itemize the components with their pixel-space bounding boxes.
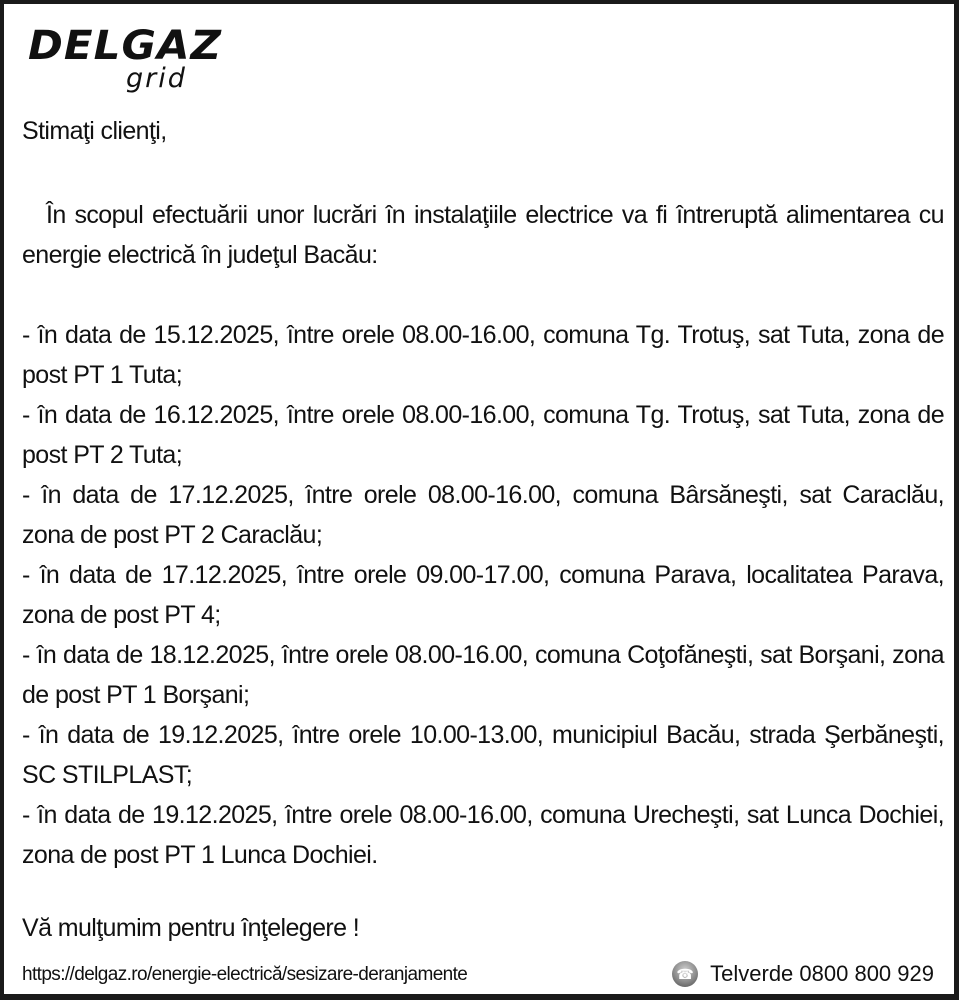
closing-text: Vă mulţumim pentru înţelegere ! — [22, 914, 360, 942]
phone-label: Telverde 0800 800 929 — [710, 961, 934, 986]
outage-item: - în data de 17.12.2025, între orele 09.00-17.00, comuna Parava, localitatea Parava, zona de post PT 4; — [22, 561, 944, 629]
outage-item: - în data de 18.12.2025, între orele 08.00-16.00, comuna Coţofăneşti, sat Borşani, zona de post PT 1 Borşani; — [22, 641, 944, 709]
logo-brand: DELGAZ — [28, 23, 223, 69]
outage-item: - în data de 19.12.2025, între orele 08.00-16.00, comuna Urecheşti, sat Lunca Dochiei, zona de post PT 1 Lunca Dochiei. — [22, 801, 944, 869]
outage-item: - în data de 16.12.2025, între orele 08.00-16.00, comuna Tg. Trotuş, sat Tuta, zona de post PT 2 Tuta; — [22, 401, 944, 469]
telephone-icon: ☎ — [672, 961, 698, 987]
logo-sub: grid — [126, 63, 187, 94]
intro-paragraph: În scopul efectuării unor lucrări în instalaţiile electrice va fi întreruptă alimentarea cu energie electrică în judeţul Bacău: — [22, 201, 944, 269]
outage-item: - în data de 19.12.2025, între orele 10.00-13.00, municipiul Bacău, strada Şerbăneşti, SC STILPLAST; — [22, 721, 944, 789]
footer-url-link[interactable]: https://delgaz.ro/energie-electrică/sesizare-deranjamente — [22, 964, 468, 985]
greeting: Stimaţi clienţi, — [22, 117, 167, 145]
outage-item: - în data de 15.12.2025, între orele 08.00-16.00, comuna Tg. Trotuş, sat Tuta, zona de post PT 1 Tuta; — [22, 321, 944, 389]
outage-list — [22, 315, 944, 875]
footer-phone — [672, 960, 934, 988]
outage-item: - în data de 17.12.2025, între orele 08.00-16.00, comuna Bârsăneşti, sat Caraclău, zona de post PT 2 Caraclău; — [22, 481, 944, 549]
delgaz-grid-logo — [28, 23, 223, 94]
